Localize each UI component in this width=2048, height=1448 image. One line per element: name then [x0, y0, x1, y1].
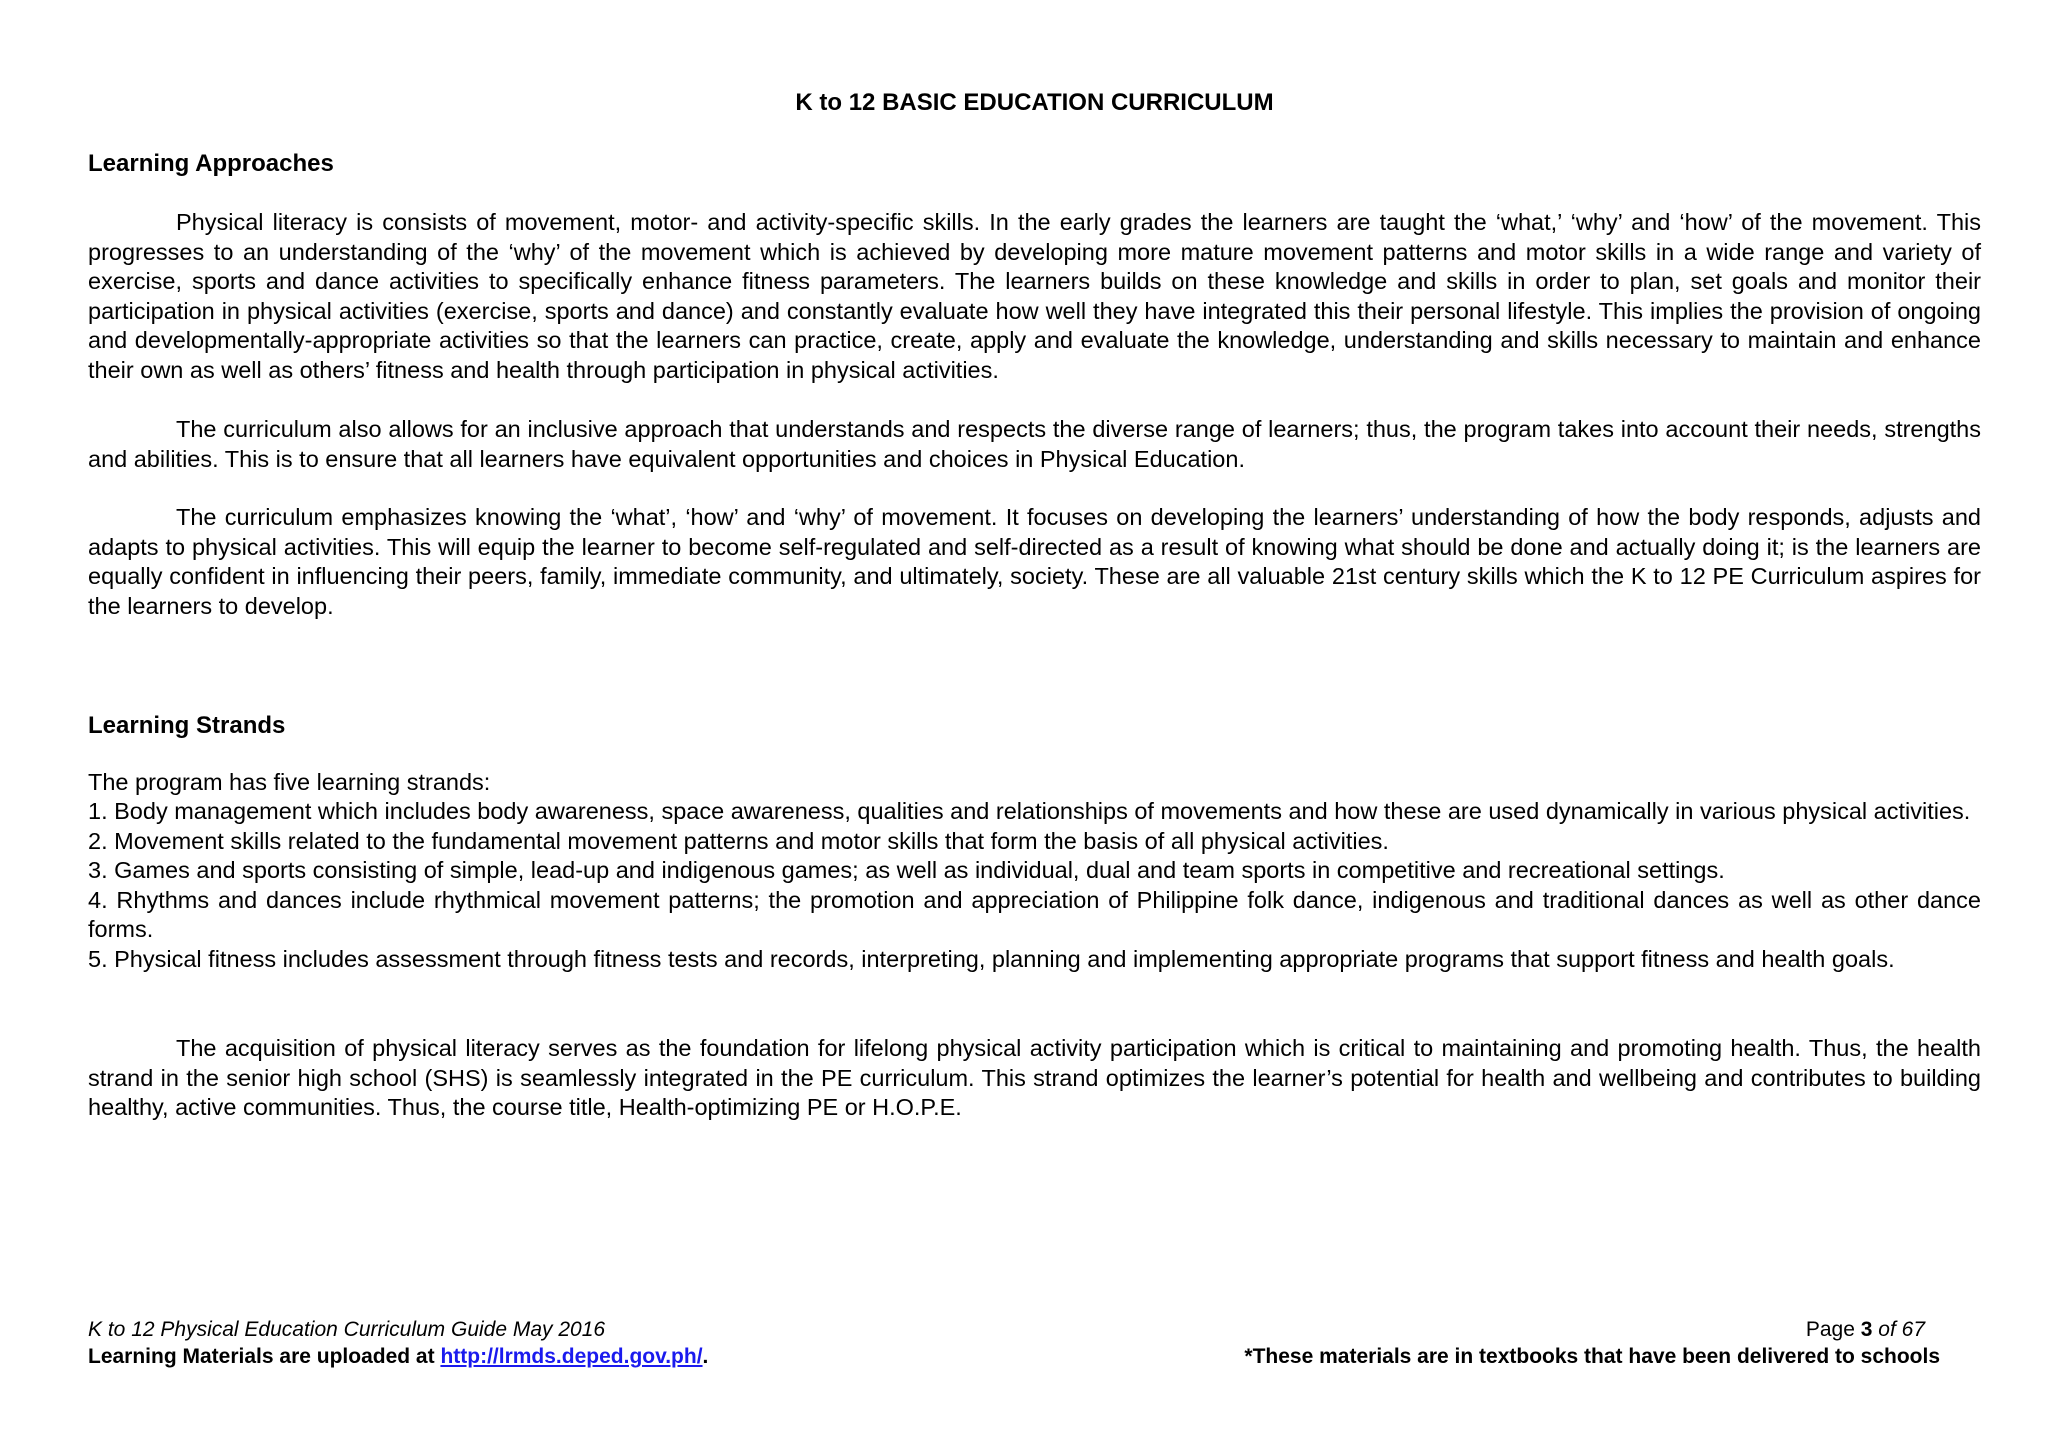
strands-list — [88, 797, 1981, 975]
footer-row-guide — [88, 1316, 1940, 1343]
strand-item-body-management: 1. Body management which includes body awareness, space awareness, qualities and relationships of movements and how these are used dynamically in various physical activities. — [88, 798, 1971, 824]
strand-item-games-and-sports: 3. Games and sports consisting of simple, lead-up and indigenous games; as well as individual, dual and team sports in competitive and recreational settings. — [88, 857, 1725, 884]
strands-closing-paragraph: The acquisition of physical literacy serves as the foundation for lifelong physical activity participation which is critical to maintaining and promoting health. Thus, the health strand in the senior high school (SHS) is seamlessly integrated in the PE curriculum. This strand optimizes the learner’s potential for health and wellbeing and contributes to building healthy, active communities. Thus, the course title, Health-optimizing PE or H.O.P.E. — [88, 1035, 1981, 1121]
approaches-paragraph-3: The curriculum emphasizes knowing the ‘what’, ‘how’ and ‘why’ of movement. It focuses on developing the learners’ understanding of how the body responds, adjusts and adapts to physical activities. This will equip the learner to become self-regulated and self-directed as a result of knowing what should be done and actually doing it; is the learners are equally confident in influencing their peers, family, immediate community, and ultimately, society. These are all valuable 21st century skills which the K to 12 PE Curriculum aspires for the learners to develop. — [88, 504, 1981, 619]
strands-intro: The program has five learning strands: — [88, 769, 491, 795]
footer-upload-link[interactable]: http://lrmds.deped.gov.ph/ — [440, 1345, 703, 1368]
approaches-paragraph-2: The curriculum also allows for an inclusive approach that understands and respects the diverse range of learners; thus, the program takes into account their needs, strengths and abilities. This is to ensure that all learners have equivalent opportunities and choices in Physical Education. — [88, 416, 1981, 472]
footer-guide-title: K to 12 Physical Education Curriculum Guide May 2016 — [88, 1318, 606, 1341]
strand-item-movement-skills: 2. Movement skills related to the fundamental movement patterns and motor skills that form the basis of all physical activities. — [88, 827, 1389, 854]
footer-page-number — [1806, 1316, 1925, 1343]
footer-page-total: of 67 — [1872, 1318, 1925, 1341]
footer-page-prefix: Page — [1805, 1318, 1861, 1341]
footer-delivery-note: *These materials are in textbooks that have been delivered to schools — [1244, 1345, 1940, 1368]
strand-item-physical-fitness: 5. Physical fitness includes assessment through fitness tests and records, interpreting, planning and implementing appropriate programs that support fitness and health goals. — [88, 945, 1895, 972]
footer-upload-period: . — [702, 1345, 709, 1368]
footer-upload-label: Learning Materials are uploaded at — [88, 1345, 441, 1368]
footer-row-upload — [88, 1343, 1940, 1370]
approaches-paragraph-1: Physical literacy is consists of movement, motor- and activity-specific skills. In the early grades the learners are taught the ‘what,’ ‘why’ and ‘how’ of the movement. This progresses to an understanding of the ‘why’ of the movement which is achieved by developing more mature movement patterns and motor skills in a wide range and variety of exercise, sports and dance activities to specifically enhance fitness parameters. The learners builds on these knowledge and skills in order to plan, set goals and monitor their participation in physical activities (exercise, sports and dance) and constantly evaluate how well they have integrated this their personal lifestyle. This implies the provision of ongoing and developmentally-appropriate activities so that the learners can practice, create, apply and evaluate the knowledge, understanding and skills necessary to maintain and enhance their own as well as others’ fitness and health through participation in physical activities. — [88, 209, 1981, 383]
footer-page-current: 3 — [1860, 1318, 1873, 1341]
heading-learning-approaches: Learning Approaches — [88, 150, 334, 177]
strand-item-rhythms-and-dances: 4. Rhythms and dances include rhythmical movement patterns; the promotion and appreciation of Philippine folk dance, indigenous and traditional dances as well as other dance forms. — [88, 886, 1981, 943]
heading-learning-strands: Learning Strands — [88, 712, 286, 739]
document-title: K to 12 BASIC EDUCATION CURRICULUM — [795, 89, 1274, 116]
footer-upload-text — [88, 1343, 708, 1370]
page-footer — [88, 1316, 1940, 1370]
